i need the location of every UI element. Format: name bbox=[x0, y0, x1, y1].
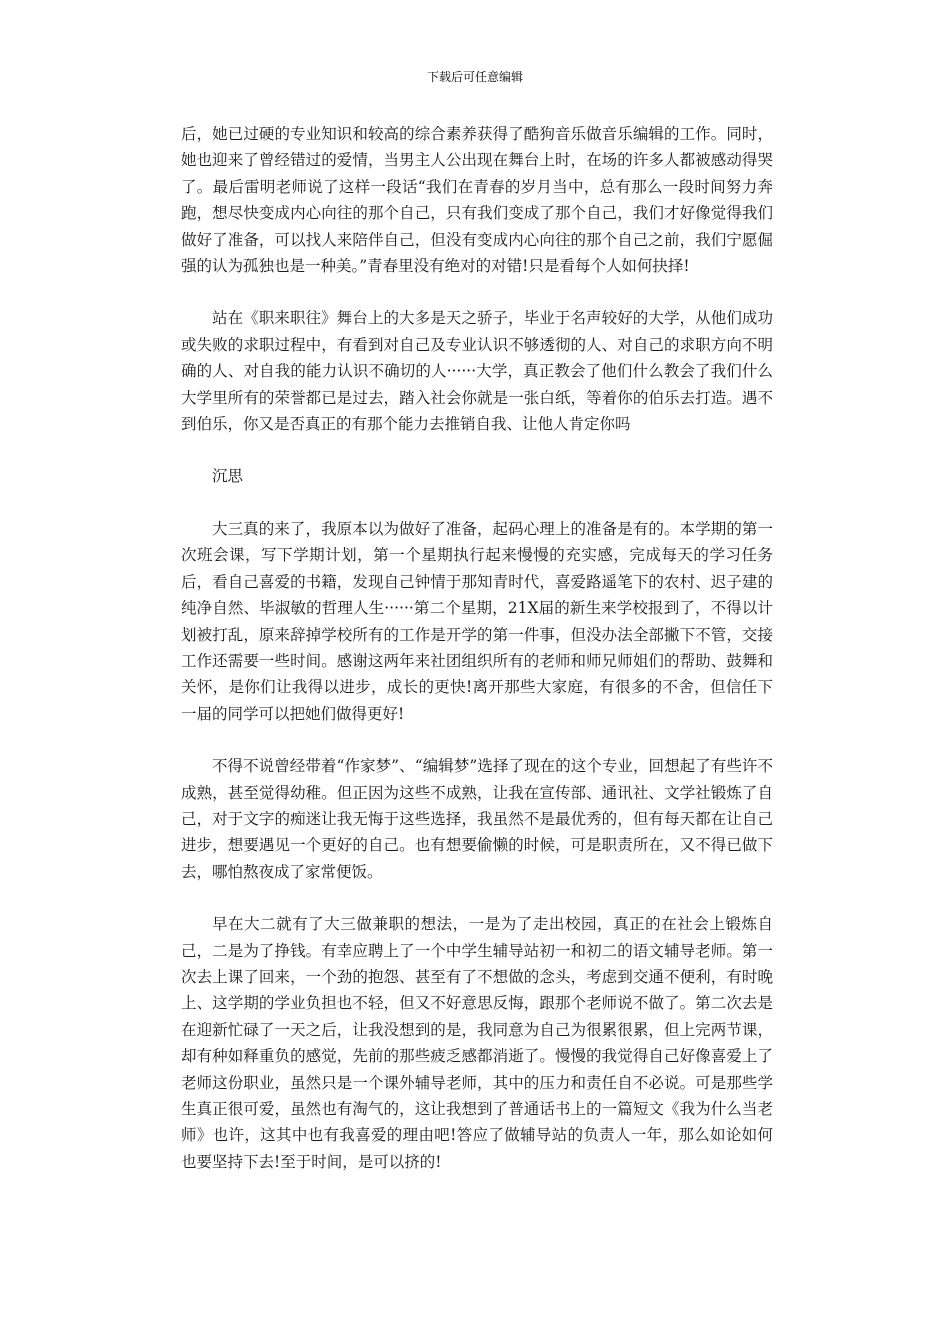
paragraph-career-show: 站在《职来职往》舞台上的大多是天之骄子，毕业于名声较好的大学，从他们成功或失败的求职过程中，有看到对自己及专业认识不够透彻的人、对自己的求职方向不明确的人、对自我的能力认识不确切的人······大学，真正教会了他们什么教会了我们什么大学里所有的荣誉都已是过去，踏入社会你就是一张白纸，等着你的伯乐去打造。遇不到伯乐，你又是否真正的有那个能力去推销自我、让他人肯定你吗 bbox=[181, 309, 773, 434]
document-body bbox=[181, 121, 773, 1175]
paragraph-junior-year: 大三真的来了，我原本以为做好了准备，起码心理上的准备是有的。本学期的第一次班会课，写下学期计划，第一个星期执行起来慢慢的充实感，完成每天的学习任务后，看自己喜爱的书籍，发现自己钟情于那知青时代，喜爱路遥笔下的农村、迟子建的纯净自然、毕淑敏的哲理人生······第二个星期，21X届的新生来学校报到了，不得以计划被打乱，原来辞掉学校所有的工作是开学的第一件事，但没办法全部撇下不管，交接工作还需要一些时间。感谢这两年来社团组织所有的老师和师兄师姐们的帮助、鼓舞和关怀，是你们让我得以进步，成长的更快!离开那些大家庭，有很多的不舍，但信任下一届的同学可以把她们做得更好! bbox=[181, 519, 773, 723]
paragraph-continuation: 后，她已过硬的专业知识和较高的综合素养获得了酷狗音乐做音乐编辑的工作。同时，她也迎来了曾经错过的爱情，当男主人公出现在舞台上时，在场的许多人都被感动得哭了。最后雷明老师说了这样一段话“我们在青春的岁月当中，总有那么一段时间努力奔跑，想尽快变成内心向往的那个自己，只有我们变成了那个自己，我们才好像觉得我们做好了准备，可以找人来陪伴自己，但没有变成内心向往的那个自己之前，我们宁愿倔强的认为孤独也是一种美。”青春里没有绝对的对错!只是看每个人如何抉择! bbox=[181, 125, 773, 276]
section-heading-reflection: 沉思 bbox=[212, 467, 244, 486]
paragraph-part-time-job: 早在大二就有了大三做兼职的想法，一是为了走出校园，真正的在社会上锻炼自己，二是为了挣钱。有幸应聘上了一个中学生辅导站初一和初二的语文辅导老师。第一次去上课了回来，一个劲的抱怨、甚至有了不想做的念头，考虑到交通不便利，有时晚上、这学期的学业负担也不轻，但又不好意思反悔，跟那个老师说不做了。第二次去是在迎新忙碌了一天之后，让我没想到的是，我同意为自己为很累很累，但上完两节课，却有种如释重负的感觉，先前的那些疲乏感都消逝了。慢慢的我觉得自己好像喜爱上了老师这份职业，虽然只是一个课外辅导老师，其中的压力和责任自不必说。可是那些学生真正很可爱，虽然也有淘气的，这让我想到了普通话书上的一篇短文《我为什么当老师》也许，这其中也有我喜爱的理由吧!答应了做辅导站的负责人一年，那么如论如何也要坚持下去!至于时间，是可以挤的! bbox=[181, 915, 773, 1171]
page-header: 下载后可任意编辑 bbox=[426, 70, 523, 84]
paragraph-dream: 不得不说曾经带着“作家梦”、“编辑梦”选择了现在的这个专业，回想起了有些许不成熟，甚至觉得幼稚。但正因为这些不成熟，让我在宣传部、通讯社、文学社锻炼了自己，对于文字的痴迷让我无悔于这些选择，我虽然不是最优秀的，但有每天都在让自己进步，想要遇见一个更好的自己。也有想要偷懒的时候，可是职责所在，又不得已做下去，哪怕熬夜成了家常便饭。 bbox=[181, 757, 773, 881]
